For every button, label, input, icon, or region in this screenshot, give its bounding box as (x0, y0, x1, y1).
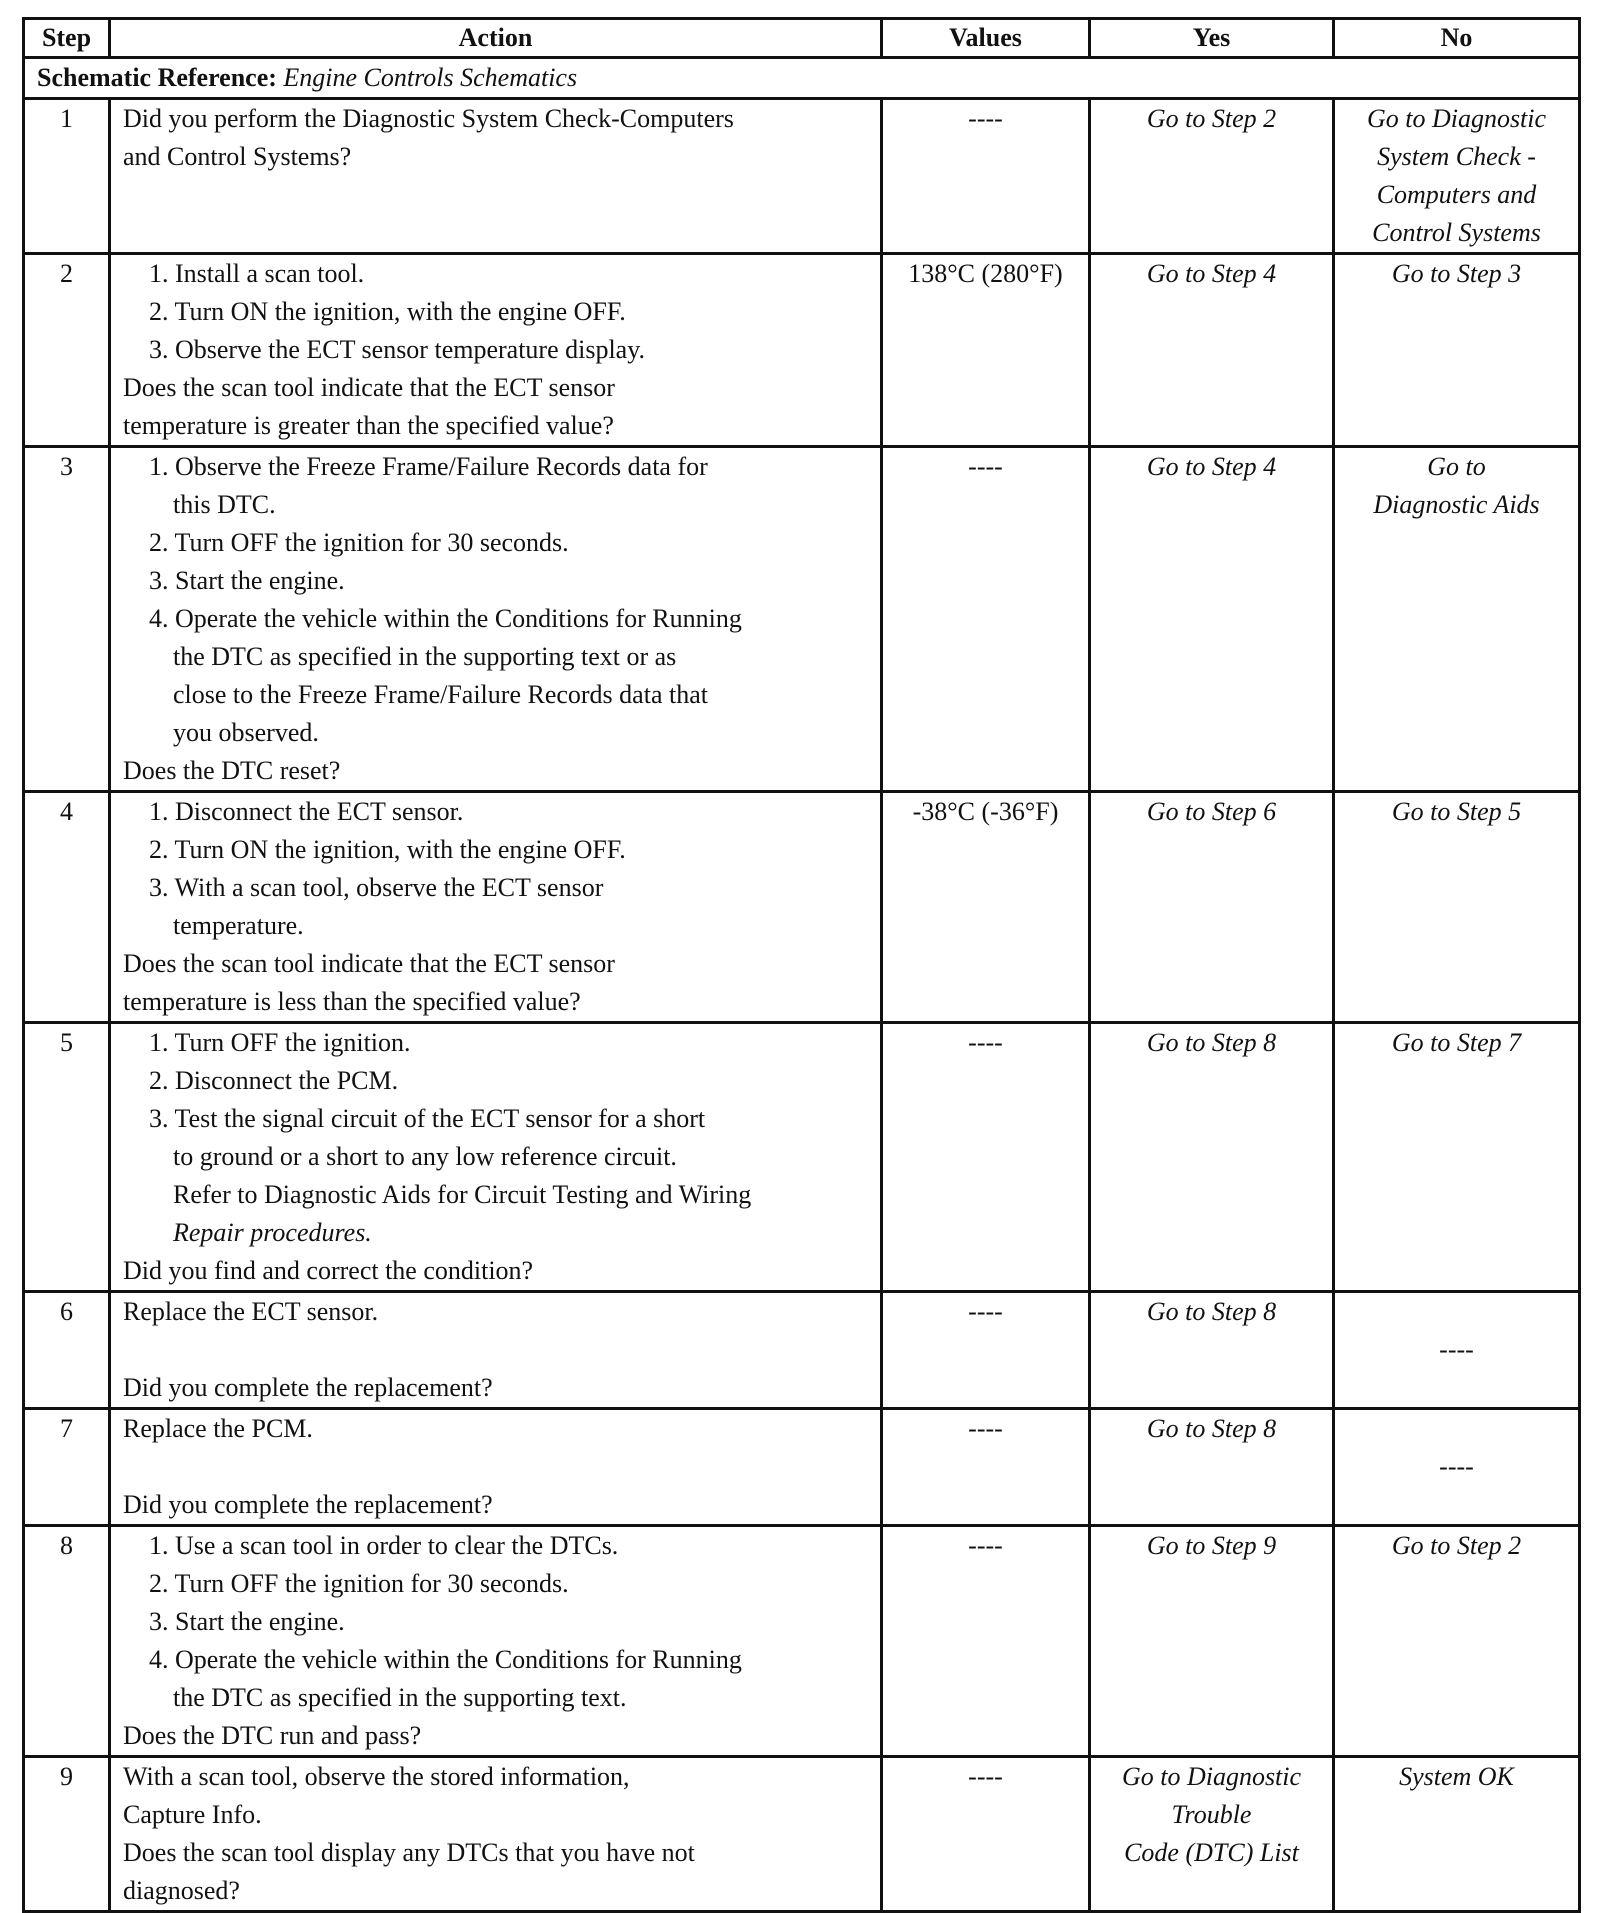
action-cell (110, 254, 882, 447)
header-values: Values (882, 19, 1090, 58)
question-line: Did you find and correct the condition? (123, 1256, 534, 1285)
no-line: Computers and (1376, 180, 1537, 209)
step-number: 1 (24, 99, 110, 254)
action-line: With a scan tool, observe the stored information, (123, 1762, 630, 1791)
no-link[interactable] (1334, 447, 1580, 792)
yes-link[interactable]: Go to Step 4 (1090, 254, 1334, 447)
no-link[interactable]: Go to Step 7 (1334, 1023, 1580, 1292)
header-step: Step (24, 19, 110, 58)
question-line: Does the scan tool display any DTCs that you have not (123, 1838, 695, 1867)
action-item: 3. Start the engine. (149, 1607, 345, 1636)
action-cell (110, 1757, 882, 1912)
action-item: 1. Use a scan tool in order to clear the DTCs. (149, 1531, 619, 1560)
no-line: Go to Diagnostic (1366, 104, 1547, 133)
question-line: Did you complete the replacement? (123, 1373, 493, 1402)
header-no: No (1334, 19, 1580, 58)
question-line: Does the DTC run and pass? (123, 1721, 422, 1750)
action-item: 2. Turn ON the ignition, with the engine OFF. (149, 835, 626, 864)
action-item-cont: close to the Freeze Frame/Failure Records data that (173, 680, 708, 709)
yes-link[interactable]: Go to Step 6 (1090, 792, 1334, 1023)
table-row (24, 1292, 1580, 1409)
yes-link[interactable]: Go to Step 8 (1090, 1292, 1334, 1409)
action-item-cont: temperature. (173, 911, 304, 940)
step-number: 6 (24, 1292, 110, 1409)
step-number: 2 (24, 254, 110, 447)
yes-link[interactable]: Go to Step 8 (1090, 1023, 1334, 1292)
yes-line: Go to Diagnostic (1121, 1762, 1302, 1791)
header-yes: Yes (1090, 19, 1334, 58)
yes-link[interactable]: Go to Step 8 (1090, 1409, 1334, 1526)
diagnostic-table (22, 17, 1581, 1913)
yes-line: Code (DTC) List (1124, 1838, 1299, 1867)
action-item-cont: Repair procedures. (173, 1218, 372, 1247)
no-line: Go to (1427, 452, 1486, 481)
table-row (24, 1409, 1580, 1526)
table-row (24, 1526, 1580, 1757)
action-item-cont: the DTC as specified in the supporting text or as (173, 642, 677, 671)
step-number: 9 (24, 1757, 110, 1912)
spacer (123, 1331, 868, 1369)
value-cell: ---- (882, 1292, 1090, 1409)
schematic-reference-row (24, 58, 1580, 99)
question-line: Does the DTC reset? (123, 756, 341, 785)
action-item: 1. Install a scan tool. (149, 259, 365, 288)
no-link[interactable]: Go to Step 3 (1334, 254, 1580, 447)
table-row (24, 99, 1580, 254)
step-number: 7 (24, 1409, 110, 1526)
value-cell: ---- (882, 99, 1090, 254)
no-line: Control Systems (1372, 218, 1541, 247)
step-number: 4 (24, 792, 110, 1023)
question-line: Does the scan tool indicate that the ECT sensor (123, 949, 615, 978)
schematic-reference (24, 58, 1580, 99)
action-item: 4. Operate the vehicle within the Conditions for Running (149, 604, 742, 633)
action-cell (110, 99, 882, 254)
value-cell: ---- (882, 447, 1090, 792)
step-number: 3 (24, 447, 110, 792)
value-cell: -38°C (-36°F) (882, 792, 1090, 1023)
action-line: and Control Systems? (123, 142, 352, 171)
action-item: 2. Turn ON the ignition, with the engine OFF. (149, 297, 626, 326)
no-value: ---- (1334, 1409, 1580, 1526)
action-cell (110, 1526, 882, 1757)
action-item-cont: this DTC. (173, 490, 276, 519)
step-number: 5 (24, 1023, 110, 1292)
action-item-cont: the DTC as specified in the supporting text. (173, 1683, 627, 1712)
action-item: 3. Test the signal circuit of the ECT sensor for a short (149, 1104, 706, 1133)
yes-link[interactable]: Go to Step 4 (1090, 447, 1334, 792)
action-item: 2. Turn OFF the ignition for 30 seconds. (149, 1569, 569, 1598)
yes-link[interactable] (1090, 1757, 1334, 1912)
action-item: 1. Turn OFF the ignition. (149, 1028, 411, 1057)
value-cell: ---- (882, 1023, 1090, 1292)
action-item-cont: to ground or a short to any low reference circuit. (173, 1142, 677, 1171)
no-link[interactable] (1334, 99, 1580, 254)
action-cell (110, 1292, 882, 1409)
question-line: diagnosed? (123, 1876, 240, 1905)
action-line: Did you perform the Diagnostic System Check-Computers (123, 104, 734, 133)
step-number: 8 (24, 1526, 110, 1757)
action-line: Replace the PCM. (123, 1414, 313, 1443)
schematic-reference-label: Schematic Reference: (37, 63, 277, 92)
action-cell (110, 1409, 882, 1526)
action-item: 2. Disconnect the PCM. (149, 1066, 399, 1095)
action-line: Capture Info. (123, 1800, 262, 1829)
no-value: ---- (1334, 1292, 1580, 1409)
value-cell: ---- (882, 1757, 1090, 1912)
action-item: 3. With a scan tool, observe the ECT sensor (149, 873, 604, 902)
action-item: 2. Turn OFF the ignition for 30 seconds. (149, 528, 569, 557)
table-row (24, 254, 1580, 447)
no-line: System Check - (1377, 142, 1536, 171)
yes-line: Trouble (1171, 1800, 1252, 1829)
question-line: Did you complete the replacement? (123, 1490, 493, 1519)
no-link[interactable]: Go to Step 5 (1334, 792, 1580, 1023)
table-row (24, 792, 1580, 1023)
table-row (24, 1757, 1580, 1912)
header-action: Action (110, 19, 882, 58)
yes-link[interactable]: Go to Step 9 (1090, 1526, 1334, 1757)
table-row (24, 1023, 1580, 1292)
schematic-reference-link[interactable]: Engine Controls Schematics (283, 63, 578, 92)
action-item: 1. Disconnect the ECT sensor. (149, 797, 464, 826)
no-line: Diagnostic Aids (1373, 490, 1540, 519)
action-item: 4. Operate the vehicle within the Conditions for Running (149, 1645, 742, 1674)
action-cell (110, 792, 882, 1023)
value-cell: ---- (882, 1526, 1090, 1757)
table-row (24, 447, 1580, 792)
no-link[interactable]: System OK (1334, 1757, 1580, 1912)
value-cell: ---- (882, 1409, 1090, 1526)
no-link[interactable]: Go to Step 2 (1334, 1526, 1580, 1757)
yes-link[interactable]: Go to Step 2 (1090, 99, 1334, 254)
header-row (24, 19, 1580, 58)
action-item: 1. Observe the Freeze Frame/Failure Records data for (149, 452, 708, 481)
spacer (123, 1448, 868, 1486)
action-item: 3. Start the engine. (149, 566, 345, 595)
action-cell (110, 447, 882, 792)
action-item: 3. Observe the ECT sensor temperature display. (149, 335, 646, 364)
question-line: temperature is greater than the specified value? (123, 411, 614, 440)
action-item-cont: Refer to Diagnostic Aids for Circuit Testing and Wiring (173, 1180, 752, 1209)
action-cell (110, 1023, 882, 1292)
action-item-cont: you observed. (173, 718, 319, 747)
question-line: Does the scan tool indicate that the ECT sensor (123, 373, 615, 402)
question-line: temperature is less than the specified value? (123, 987, 581, 1016)
value-cell: 138°C (280°F) (882, 254, 1090, 447)
action-line: Replace the ECT sensor. (123, 1297, 379, 1326)
